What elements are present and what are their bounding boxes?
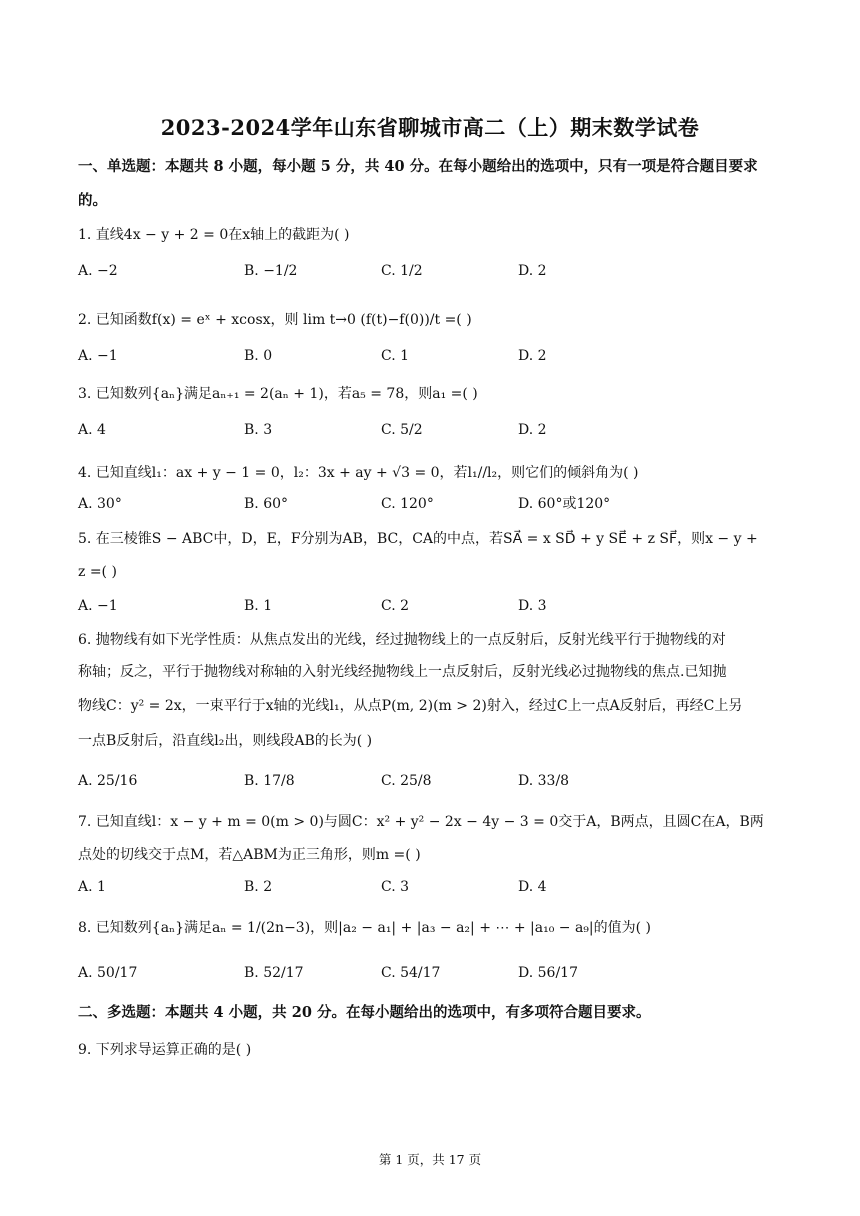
question-6-text-line-1: 6. 抛物线有如下光学性质：从焦点发出的光线，经过抛物线上的一点反射后，反射光线平行于抛物线的对 xyxy=(78,632,726,648)
option-b: B. 60° xyxy=(244,496,289,512)
question-7-text-line-2: 点处的切线交于点M，若△ABM为正三角形，则m =( ) xyxy=(78,847,421,863)
option-c: C. 3 xyxy=(381,879,410,895)
question-4-text: 4. 已知直线l₁：ax + y − 1 = 0，l₂：3x + ay + √3 = 0，若l₁//l₂，则它们的倾斜角为( ) xyxy=(78,465,639,481)
option-b: B. 17/8 xyxy=(244,773,295,789)
question-8-text: 8. 已知数列{aₙ}满足aₙ = 1/(2n−3)，则|a₂ − a₁| + |a₃ − a₂| + ⋯ + |a₁₀ − a₉|的值为( ) xyxy=(78,920,651,936)
option-b: B. 0 xyxy=(244,348,273,364)
option-c: C. 54/17 xyxy=(381,965,441,981)
option-a: A. −1 xyxy=(78,348,118,364)
question-5-text-line-1: 5. 在三棱锥S − ABC中，D，E，F分别为AB，BC，CA的中点，若SA⃗ = x SD⃗ + y SE⃗ + z SF⃗，则x − y + xyxy=(78,531,758,547)
question-6-options xyxy=(78,768,798,794)
question-1-text: 1. 直线4x − y + 2 = 0在x轴上的截距为( ) xyxy=(78,227,350,243)
page-title: 2023-2024学年山东省聊城市高二（上）期末数学试卷 xyxy=(160,115,700,140)
option-a: A. −2 xyxy=(78,263,118,279)
option-d: D. 4 xyxy=(518,879,547,895)
option-a: A. 25/16 xyxy=(78,773,138,789)
page-footer: 第 1 页，共 17 页 xyxy=(378,1152,482,1167)
option-a: A. 50/17 xyxy=(78,965,138,981)
option-c: C. 5/2 xyxy=(381,422,423,438)
option-a: A. 1 xyxy=(78,879,106,895)
option-b: B. 2 xyxy=(244,879,273,895)
option-c: C. 1/2 xyxy=(381,263,423,279)
question-2-options xyxy=(78,343,798,369)
section-2-heading xyxy=(78,996,788,1030)
question-1-options xyxy=(78,258,798,284)
option-a: A. 30° xyxy=(78,496,122,512)
option-d: D. 2 xyxy=(518,422,547,438)
question-5-text-line-2: z =( ) xyxy=(78,564,117,580)
option-d: D. 2 xyxy=(518,348,547,364)
section-1-line-1: 一、单选题：本题共 8 小题，每小题 5 分，共 40 分。在每小题给出的选项中，只有一项是符合题目要求 xyxy=(78,158,758,175)
option-a: A. −1 xyxy=(78,598,118,614)
question-8-options xyxy=(78,960,798,986)
option-c: C. 1 xyxy=(381,348,410,364)
question-4-options xyxy=(78,491,798,517)
question-7-options xyxy=(78,874,798,900)
question-3-text: 3. 已知数列{aₙ}满足aₙ₊₁ = 2(aₙ + 1)，若a₅ = 78，则a₁ =( ) xyxy=(78,386,478,402)
option-b: B. −1/2 xyxy=(244,263,298,279)
question-5-options xyxy=(78,593,798,619)
option-d: D. 33/8 xyxy=(518,773,570,789)
question-9-text: 9. 下列求导运算正确的是( ) xyxy=(78,1042,252,1058)
option-c: C. 120° xyxy=(381,496,434,512)
option-c: C. 25/8 xyxy=(381,773,432,789)
option-c: C. 2 xyxy=(381,598,410,614)
option-b: B. 52/17 xyxy=(244,965,304,981)
section-1-line-2: 的。 xyxy=(78,192,107,209)
question-6-text-line-3: 物线C：y² = 2x，一束平行于x轴的光线l₁，从点P(m, 2)(m > 2)射入，经过C上一点A反射后，再经C上另 xyxy=(78,698,743,714)
option-d: D. 3 xyxy=(518,598,547,614)
question-3-options xyxy=(78,417,798,443)
section-2-line-1: 二、多选题：本题共 4 小题，共 20 分。在每小题给出的选项中，有多项符合题目要求。 xyxy=(78,1004,651,1021)
option-d: D. 2 xyxy=(518,263,547,279)
option-b: B. 3 xyxy=(244,422,273,438)
question-7-text-line-1: 7. 已知直线l：x − y + m = 0(m > 0)与圆C：x² + y² − 2x − 4y − 3 = 0交于A，B两点，且圆C在A，B两 xyxy=(78,814,764,830)
option-d: D. 56/17 xyxy=(518,965,578,981)
option-b: B. 1 xyxy=(244,598,273,614)
question-2-text: 2. 已知函数f(x) = eˣ + xcosx，则 lim t→0 (f(t)−f(0))/t =( ) xyxy=(78,312,472,328)
option-a: A. 4 xyxy=(78,422,106,438)
option-d: D. 60°或120° xyxy=(518,496,611,512)
section-1-heading xyxy=(78,150,788,218)
question-6-text-line-4: 一点B反射后，沿直线l₂出，则线段AB的长为( ) xyxy=(78,733,373,749)
question-6-text-line-2: 称轴；反之，平行于抛物线对称轴的入射光线经抛物线上一点反射后，反射光线必过抛物线的焦点.已知抛 xyxy=(78,664,727,680)
